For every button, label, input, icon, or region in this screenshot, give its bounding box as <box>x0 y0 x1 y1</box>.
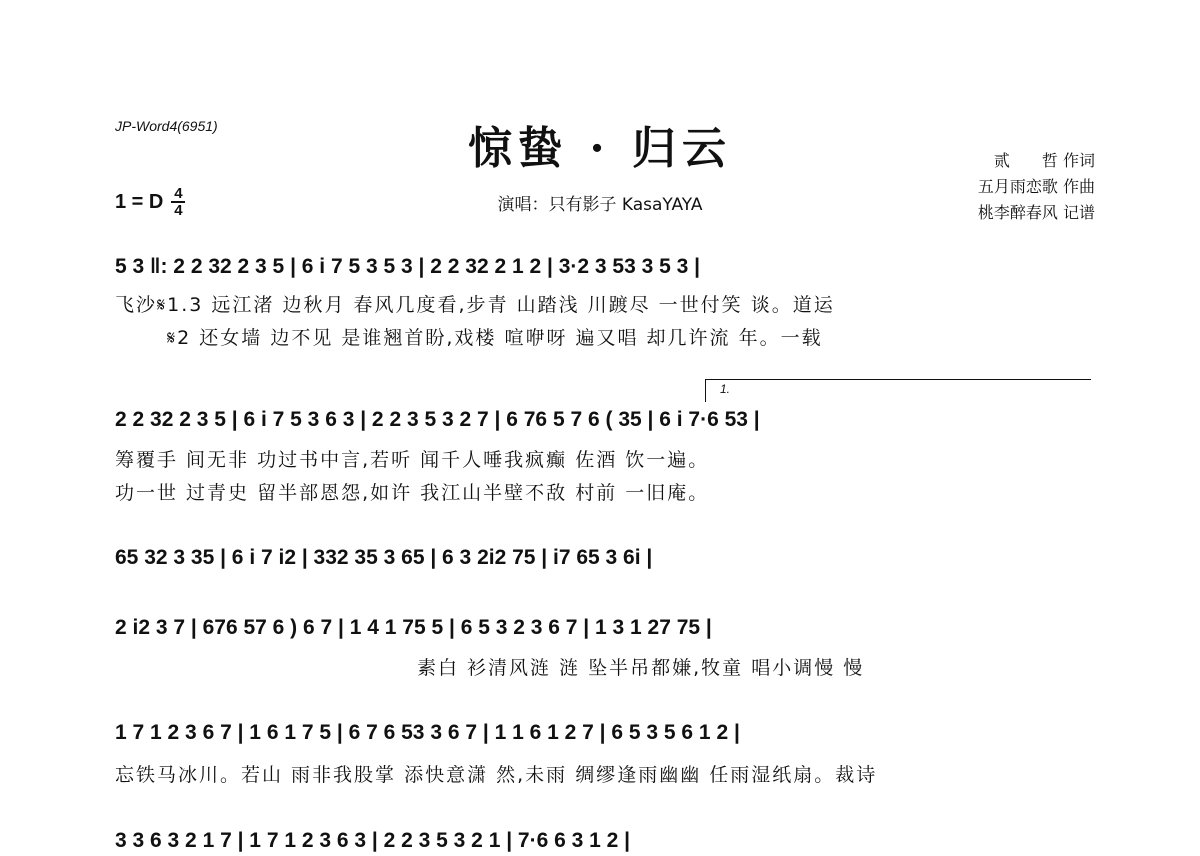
lyric-line-1: 飞沙𝄋1.3 远江渚 边秋月 春风几度看,步青 山踏浅 川踱尽 一世付笑 谈。道运 <box>115 294 835 316</box>
lyricist: 贰 哲 作词 <box>993 151 1095 170</box>
lyric-line-1: 忘铁马冰川。若山 雨非我股掌 添快意潇 然,未雨 绸缪逢雨幽幽 任雨湿纸扇。裁诗 <box>115 764 878 786</box>
song-title: 惊蛰 · 归云 <box>468 123 732 174</box>
notation-line: 2 2 32 2 3 5 | 6 i 7 5 3 6 3 | 2 2 3 5 3 2 7 | 6 76 5 7 6 ( 35 | 6 i 7·6 53 | <box>115 408 760 431</box>
lyric-line-1: 筹覆手 间无非 功过书中言,若听 闻千人唾我疯癫 佐酒 饮一遍。 <box>115 449 710 471</box>
composer: 五月雨恋歌 作曲 <box>977 177 1095 196</box>
notation-line: 1 7 1 2 3 6 7 | 1 6 1 7 5 | 6 7 6 53 3 6 7 | 1 1 6 1 2 7 | 6 5 3 5 6 1 2 | <box>115 721 740 744</box>
volta-label: 1. <box>720 382 731 396</box>
notation-line: 5 3 ‖: 2 2 32 2 3 5 | 6 i 7 5 3 5 3 | 2 2 32 2 1 2 | 3·2 3 53 3 5 3 | <box>115 255 701 278</box>
notation-line: 2 i2 3 7 | 676 57 6 ) 6 7 | 1 4 1 75 5 | 6 5 3 2 3 6 7 | 1 3 1 27 75 | <box>115 616 712 639</box>
notation-line: 3 3 6 3 2 1 7 | 1 7 1 2 3 6 3 | 2 2 3 5 3 2 1 | 7·6 6 3 1 2 | <box>115 829 631 852</box>
volta-bracket <box>705 379 1091 402</box>
transcriber: 桃李醉春风 记谱 <box>977 203 1095 222</box>
score-id: JP-Word4(6951) <box>115 118 218 134</box>
key-label: 1 = D <box>115 190 164 213</box>
credits <box>905 148 1095 226</box>
notation-line: 65 32 3 35 | 6 i 7 i2 | 332 35 3 65 | 6 3 2i2 75 | i7 65 3 6i | <box>115 546 653 569</box>
lyric-line-1: 素白 衫清风涟 涟 坠半吊都嫌,牧童 唱小调慢 慢 <box>417 657 865 679</box>
singer-line: 演唱：只有影子 KasaYAYA <box>497 195 703 215</box>
time-top: 4 <box>174 185 183 202</box>
lyric-line-2: 𝄋2 还女墙 边不见 是谁翘首盼,戏楼 喧咿呀 遍又唱 却几许流 年。一载 <box>167 327 823 349</box>
time-bottom: 4 <box>174 202 183 219</box>
lyric-line-2: 功一世 过青史 留半部恩怨,如许 我江山半壁不敌 村前 一旧庵。 <box>115 482 710 504</box>
